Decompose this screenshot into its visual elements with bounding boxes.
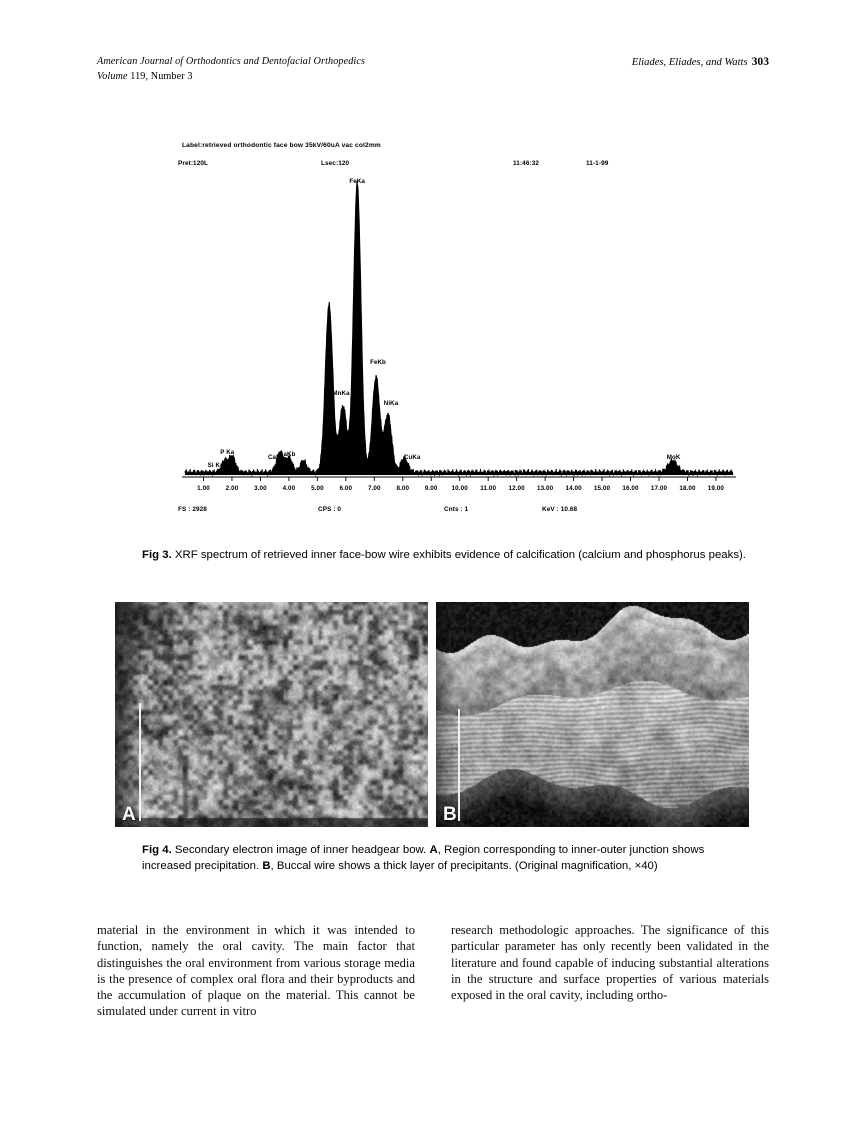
body-text-columns [97,922,769,1042]
x-tick-label: 3.00 [254,485,267,492]
figure4-caption [142,843,756,874]
spectrum-label-line: Label:retrieved orthodontic face bow 35kV/60uA vac col2mm [182,142,381,149]
x-tick-label: 11.00 [480,485,497,492]
volume-number: 119, Number 3 [130,70,193,82]
peak-label-p-ka: P Ka [220,449,235,457]
spectrum-preset: Pret:120L [178,160,209,167]
figure4-caption-part3: , Buccal wire shows a thick layer of precipitants. (Original magnification, ×40) [270,859,658,872]
x-tick-label: 4.00 [282,485,296,492]
body-paragraph-right: research methodologic approaches. The significance of this particular parameter has only recently been validated in the literature and found capable of inducing substantial alterations in the structure and surface properties of various materials exposed in the oral cavity, including ortho- [451,923,769,1003]
scale-bar-b [458,709,460,821]
peak-label-cakb: CaKb [278,450,296,458]
journal-name: American Journal of Orthodontics and Dentofacial Orthopedics [97,56,366,67]
figure3-caption [142,548,756,564]
figure4-caption-part2: , Region corresponding to inner-outer junction shows increased precipitation. [142,844,705,872]
peak-label-fekb: FeKb [370,358,386,366]
x-tick-label: 1.00 [197,485,210,492]
x-tick-label: 8.00 [396,485,410,492]
body-paragraph-left: material in the environment in which it was intended to function, namely the oral cavity. The main factor that distinguishes the oral environment from various storage media is the presence of complex oral flora and their byproducts and the accumulation of plaque on the material. This cannot be simulated under current in vitro [97,923,415,1019]
figure4-caption-part1: Secondary electron image of inner headgear bow. [171,844,430,856]
x-tick-label: 14.00 [565,485,582,492]
figure3-caption-label: Fig 3. [142,549,172,561]
spectrum-counts-readout: Cnts : 1 [444,506,469,513]
volume-word: Volume [97,70,128,82]
figure3-caption-text: XRF spectrum of retrieved inner face-bow wire exhibits evidence of calcification (calcium and phosphorus peaks). [171,549,746,561]
x-tick-label: 15.00 [593,485,611,492]
spectrum-fullscale-readout: FS : 2928 [178,506,207,513]
spectrum-clock: 11:46:32 [513,160,540,167]
sem-image-a [115,602,428,827]
figure4-caption-label: Fig 4. [142,844,172,856]
running-head-authors-page [632,55,769,71]
x-tick-label: 9.00 [424,485,438,492]
spectrum-date: 11-1-99 [586,160,609,167]
sem-image-b [436,602,749,827]
running-head [97,55,769,89]
x-tick-label: 5.00 [311,485,324,492]
peak-label-nika: NiKa [383,400,399,408]
panel-label-a: A [122,804,136,825]
page-number: 303 [751,55,769,68]
journal-running-title [97,55,365,84]
spectrum-kev-readout: KeV : 10.68 [542,506,578,513]
spectrum-cps-readout: CPS : 0 [318,506,342,513]
x-tick-label: 6.00 [339,485,353,492]
x-tick-label: 13.00 [536,485,554,492]
x-tick-label: 17.00 [650,485,668,492]
xrf-spectrum-figure [176,140,742,530]
peak-label-caka: CaKa [267,453,285,461]
figure4-caption-bold-b: B [262,859,271,872]
x-tick-label: 7.00 [367,485,381,492]
body-column-right [451,922,769,1003]
peak-label-mok: MoK [666,454,681,462]
author-list: Eliades, Eliades, and Watts [631,57,748,68]
x-tick-label: 12.00 [508,485,525,492]
sem-micrograph-panel-a [115,602,428,827]
figure4-caption-bold-a: A [429,844,438,856]
peak-label-mnka: MnKa [332,389,350,397]
peak-label-si-ka: Si Ka [207,462,224,470]
panel-label-b: B [443,804,457,825]
x-tick-label: 2.00 [225,485,239,492]
peak-label-feka: FeKa [349,178,365,185]
peak-label-cuka: CuKa [403,453,421,461]
spectrum-plot-area [176,178,742,481]
x-tick-label: 16.00 [622,485,639,492]
scale-bar-a [139,703,141,821]
x-tick-label: 19.00 [707,485,725,492]
sem-micrograph-panel-b [436,602,749,827]
x-tick-label: 10.00 [451,485,468,492]
spectrum-x-axis [176,485,742,497]
spectrum-livetime: Lsec:120 [321,160,350,167]
x-tick-label: 18.00 [679,485,696,492]
body-column-left [97,922,415,1020]
figure4-image-pair [115,602,749,827]
